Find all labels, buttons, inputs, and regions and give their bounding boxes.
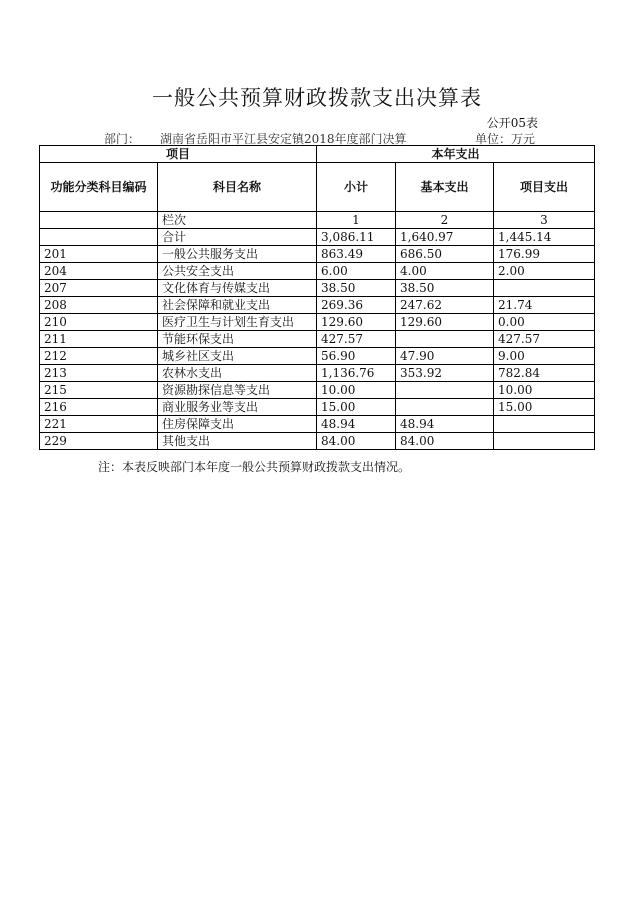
- header-year-expense: 本年支出: [317, 146, 595, 163]
- cell-code: 204: [40, 263, 158, 280]
- cell-code: 212: [40, 348, 158, 365]
- cell-basic: [396, 399, 494, 416]
- cell-name: 节能环保支出: [158, 331, 317, 348]
- cell-project: 0.00: [494, 314, 595, 331]
- column-index-label: 栏次: [158, 212, 317, 229]
- footnote: 注：本表反映部门本年度一般公共预算财政拨款支出情况。: [98, 460, 411, 474]
- cell-subtotal: 269.36: [317, 297, 396, 314]
- expenditure-table: [39, 145, 595, 450]
- cell-project: [494, 280, 595, 297]
- total-subtotal: 3,086.11: [317, 229, 396, 246]
- cell-project: [494, 416, 595, 433]
- cell-basic: 353.92: [396, 365, 494, 382]
- department-value: 湖南省岳阳市平江县安定镇2018年度部门决算: [160, 132, 407, 146]
- cell-name: 资源勘探信息等支出: [158, 382, 317, 399]
- table-row: [40, 382, 595, 399]
- table-row: [40, 416, 595, 433]
- cell-subtotal: 56.90: [317, 348, 396, 365]
- table-row: [40, 297, 595, 314]
- cell-subtotal: 427.57: [317, 331, 396, 348]
- table-row: [40, 280, 595, 297]
- cell-project: 10.00: [494, 382, 595, 399]
- column-index-2: 2: [396, 212, 494, 229]
- cell-name: 其他支出: [158, 433, 317, 450]
- cell-name: 文化体育与传媒支出: [158, 280, 317, 297]
- unit-label: 单位：万元: [475, 132, 536, 146]
- form-number: 公开05表: [486, 116, 538, 130]
- cell-subtotal: 84.00: [317, 433, 396, 450]
- cell-subtotal: 129.60: [317, 314, 396, 331]
- table-row: [40, 263, 595, 280]
- cell-subtotal: 863.49: [317, 246, 396, 263]
- cell-name: 农林水支出: [158, 365, 317, 382]
- cell-basic: [396, 331, 494, 348]
- cell-basic: 48.94: [396, 416, 494, 433]
- cell-code: 213: [40, 365, 158, 382]
- header-code: 功能分类科目编码: [40, 163, 158, 212]
- cell-code: 210: [40, 314, 158, 331]
- cell-name: 住房保障支出: [158, 416, 317, 433]
- cell-project: 427.57: [494, 331, 595, 348]
- cell-project: 176.99: [494, 246, 595, 263]
- cell-code: 201: [40, 246, 158, 263]
- total-basic: 1,640.97: [396, 229, 494, 246]
- cell-name: 医疗卫生与计划生育支出: [158, 314, 317, 331]
- cell-subtotal: 10.00: [317, 382, 396, 399]
- cell-subtotal: 6.00: [317, 263, 396, 280]
- cell-basic: [396, 382, 494, 399]
- header-name: 科目名称: [158, 163, 317, 212]
- cell-project: 782.84: [494, 365, 595, 382]
- page-title: 一般公共预算财政拨款支出决算表: [152, 86, 482, 110]
- cell-basic: 4.00: [396, 263, 494, 280]
- total-project: 1,445.14: [494, 229, 595, 246]
- cell-project: 9.00: [494, 348, 595, 365]
- column-index-3: 3: [494, 212, 595, 229]
- cell-basic: 129.60: [396, 314, 494, 331]
- cell-name: 商业服务业等支出: [158, 399, 317, 416]
- header-row-2: [40, 163, 595, 212]
- table-row: [40, 246, 595, 263]
- cell-name: 一般公共服务支出: [158, 246, 317, 263]
- table-row: [40, 399, 595, 416]
- total-row: [40, 229, 595, 246]
- cell-subtotal: 38.50: [317, 280, 396, 297]
- table-row: [40, 314, 595, 331]
- header-item: 项目: [40, 146, 317, 163]
- cell-project: 2.00: [494, 263, 595, 280]
- cell-project: 15.00: [494, 399, 595, 416]
- cell-code: 207: [40, 280, 158, 297]
- cell-name: 公共安全支出: [158, 263, 317, 280]
- cell-code: 215: [40, 382, 158, 399]
- cell-name: 城乡社区支出: [158, 348, 317, 365]
- cell-basic: 47.90: [396, 348, 494, 365]
- cell-subtotal: 1,136.76: [317, 365, 396, 382]
- cell-subtotal: 48.94: [317, 416, 396, 433]
- table-row: [40, 433, 595, 450]
- total-label: 合计: [158, 229, 317, 246]
- table-row: [40, 331, 595, 348]
- header-project: 项目支出: [494, 163, 595, 212]
- cell-code: 229: [40, 433, 158, 450]
- header-basic: 基本支出: [396, 163, 494, 212]
- cell-code: 221: [40, 416, 158, 433]
- cell-subtotal: 15.00: [317, 399, 396, 416]
- header-row-1: [40, 146, 595, 163]
- table-row: [40, 365, 595, 382]
- cell-basic: 247.62: [396, 297, 494, 314]
- cell-code: 208: [40, 297, 158, 314]
- column-index-row: [40, 212, 595, 229]
- cell-project: [494, 433, 595, 450]
- cell-name: 社会保障和就业支出: [158, 297, 317, 314]
- cell-code: 211: [40, 331, 158, 348]
- cell-basic: 84.00: [396, 433, 494, 450]
- department-label: 部门：: [104, 132, 141, 146]
- cell-project: 21.74: [494, 297, 595, 314]
- header-subtotal: 小计: [317, 163, 396, 212]
- table-row: [40, 348, 595, 365]
- cell-basic: 686.50: [396, 246, 494, 263]
- cell-code: 216: [40, 399, 158, 416]
- cell-basic: 38.50: [396, 280, 494, 297]
- column-index-1: 1: [317, 212, 396, 229]
